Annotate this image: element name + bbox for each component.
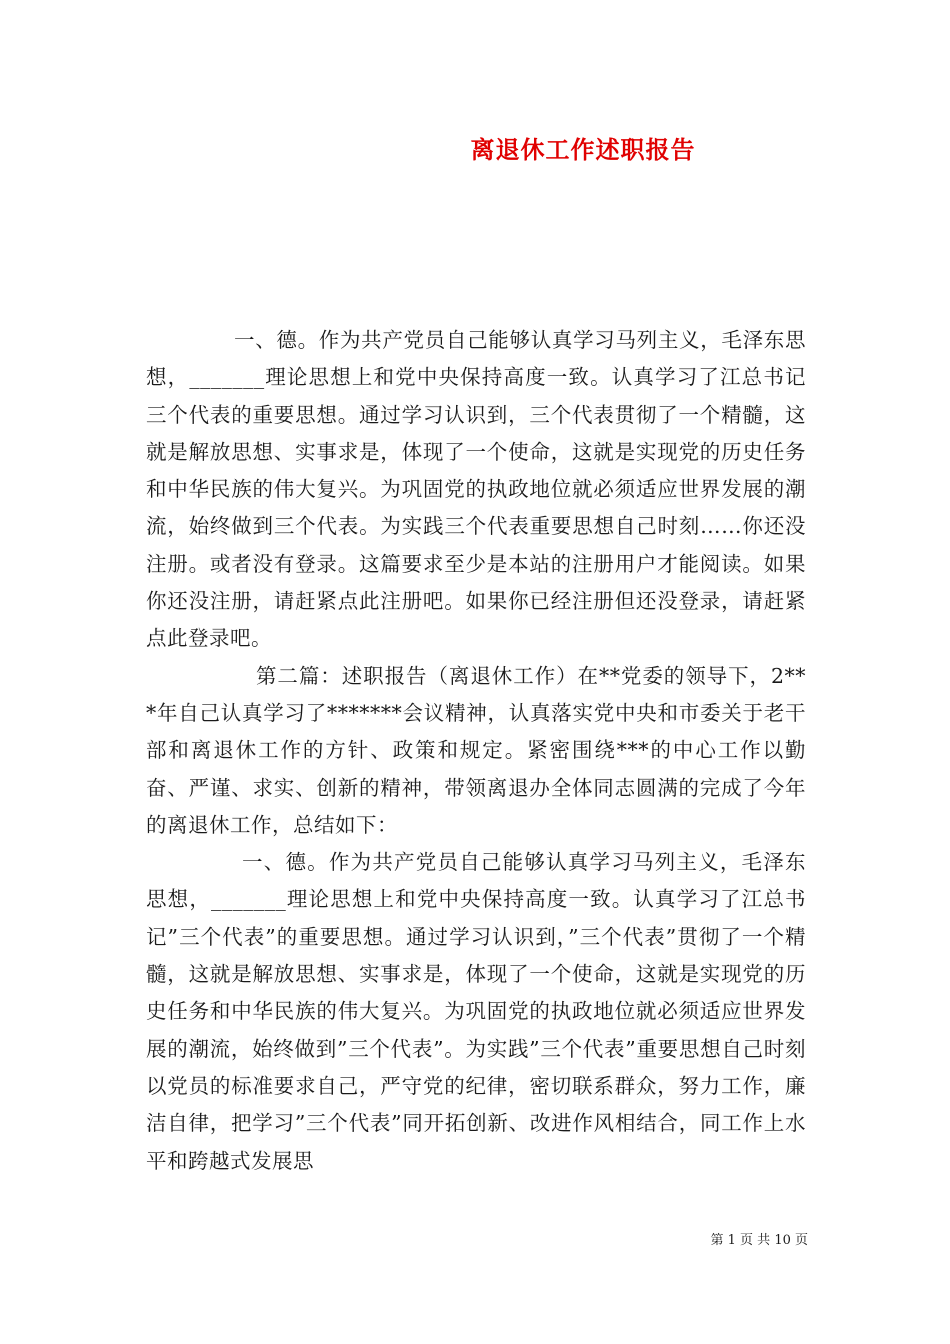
page-number-footer: 第 1 页 共 10 页 <box>710 1233 808 1248</box>
paragraph-1: 一、德。作为共产党员自己能够认真学习马列主义，毛泽东思想，_______理论思想上和党中央保持高度一致。认真学习了江总书记三个代表的重要思想。通过学习认识到，三个代表贯彻了一个精髓，这就是解放思想、实事求是，体现了一个使命，这就是实现党的历史任务和中华民族的伟大复兴。为巩固党的执政地位就必须适应世界发展的潮流，始终做到三个代表。为实践三个代表重要思想自己时刻……你还没注册。或者没有登录。这篇要求至少是本站的注册用户才能阅读。如果你还没注册，请赶紧点此注册吧。如果你已经注册但还没登录，请赶紧点此登录吧。 <box>146 328 806 651</box>
document-title: 离退休工作述职报告 <box>470 135 696 164</box>
paragraph-2: 第二篇：述职报告（离退休工作）在**党委的领导下，2***年自己认真学习了*******会议精神，认真落实党中央和市委关于老干部和离退休工作的方针、政策和规定。紧密围绕***的中心工作以勤奋、严谨、求实、创新的精神，带领离退办全体同志圆满的完成了今年的离退休工作，总结如下： <box>146 663 806 837</box>
document-body <box>146 322 806 1180</box>
paragraph-3: 一、德。作为共产党员自己能够认真学习马列主义，毛泽东思想，_______理论思想上和党中央保持高度一致。认真学习了江总书记”三个代表”的重要思想。通过学习认识到，”三个代表”贯彻了一个精髓，这就是解放思想、实事求是，体现了一个使命，这就是实现党的历史任务和中华民族的伟大复兴。为巩固党的执政地位就必须适应世界发展的潮流，始终做到”三个代表”。为实践”三个代表”重要思想自己时刻以党员的标准要求自己，严守党的纪律，密切联系群众，努力工作，廉洁自律，把学习”三个代表”同开拓创新、改进作风相结合，同工作上水平和跨越式发展思 <box>146 850 806 1173</box>
